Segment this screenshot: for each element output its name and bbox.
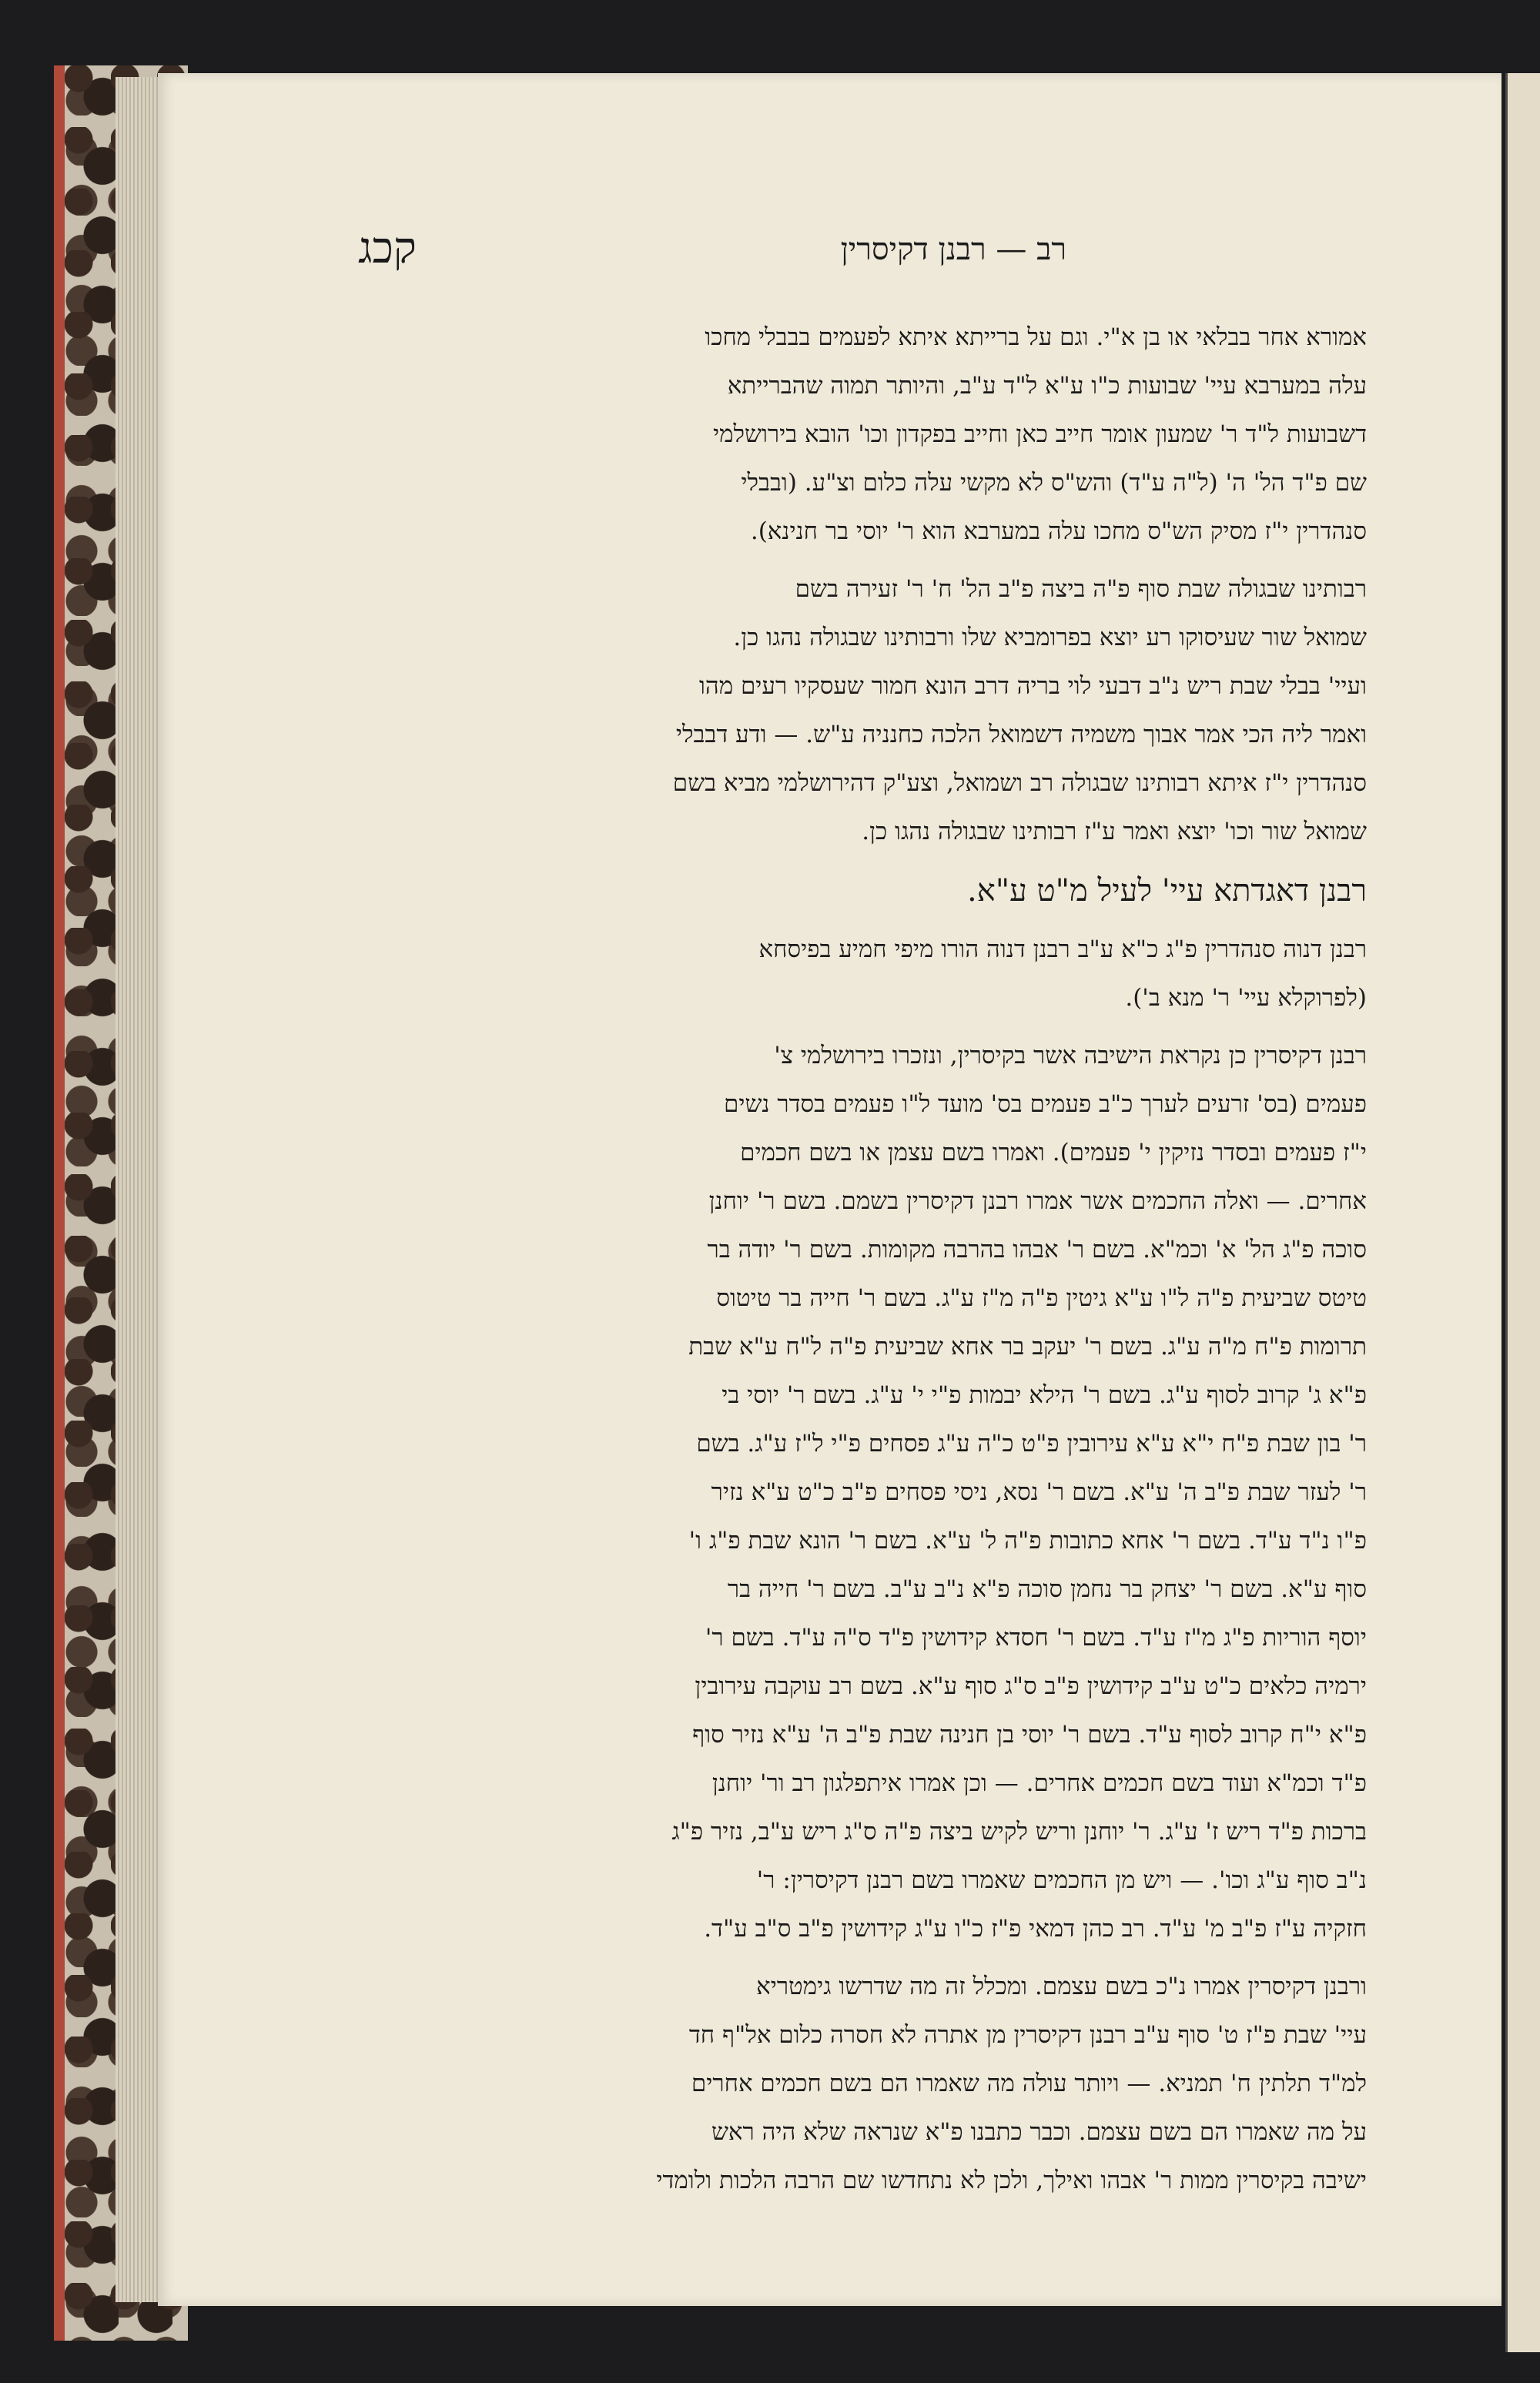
facing-page-edge (1505, 73, 1540, 2352)
page-header (358, 223, 1367, 285)
text-line: סנהדרין י"ז איתא רבותינו שבגולה רב ושמואל, וצע"ק דהירושלמי מביא בשם (672, 769, 1367, 797)
text-line: ר' בון שבת פ"ח י"א ע"א עירובין פ"ט כ"ה ע"ג פסחים פ"י ל"ז ע"ג. בשם (696, 1430, 1367, 1458)
text-line: סוף ע"א. בשם ר' יצחק בר נחמן סוכה פ"א נ"ב ע"ב. בשם ר' חייה בר (727, 1575, 1367, 1603)
paragraph (358, 925, 1367, 1022)
text-line: פ"א ג' קרוב לסוף ע"ג. בשם ר' הילא יבמות פ"י י' ע"ג. בשם ר' יוסי בי (721, 1381, 1367, 1409)
text-line: דשבועות ל"ד ר' שמעון אומר חייב כאן וחייב בפקדון וכו' הובא בירושלמי (713, 420, 1367, 448)
text-line: חזקיה ע"ז פ"ב מ' ע"ד. רב כהן דמאי פ"ז כ"ו ע"ג קידושין פ"ב ס"ב ע"ד. (704, 1915, 1367, 1943)
text-line: שם פ"ד הל' ה' (ל"ה ע"ד) והש"ס לא מקשי עלה כלום וצ"ע. (ובבלי (741, 469, 1367, 497)
paragraph (358, 313, 1367, 556)
text-line: עיי' שבת פ"ז ט' סוף ע"ב רבנן דקיסרין מן אתרה לא חסרה כלום אל"ף חד (688, 2021, 1367, 2049)
text-line: ברכות פ"ד ריש ז' ע"ג. ר' יוחנן וריש לקיש ביצה פ"ה ס"ג ריש ע"ב, נזיר פ"ג (671, 1818, 1367, 1846)
text-line: סנהדרין י"ז מסיק הש"ס מחכו עלה במערבא הוא ר' יוסי בר חנינא). (750, 517, 1367, 545)
text-line: למ"ד תלתין ח' תמניא. — ויותר עולה מה שאמרו הם בשם חכמים אחרים (691, 2070, 1367, 2097)
text-line: י"ז פעמים ובסדר נזיקין י' פעמים). ואמרו בשם עצמן או בשם חכמים (740, 1139, 1367, 1166)
text-line: ועיי' בבלי שבת ריש נ"ב דבעי לוי בריה דרב הונא חמור שעסקיו רעים מהו (698, 672, 1367, 700)
text-line: פ"א י"ח קרוב לסוף ע"ד. בשם ר' יוסי בן חנינה שבת פ"ב ה' ע"א נזיר סוף (692, 1721, 1367, 1749)
text-line: אמורא אחר בבלאי או בן א"י. וגם על ברייתא איתא לפעמים בבבלי מחכו (705, 323, 1367, 351)
text-line: על מה שאמרו הם בשם עצמם. וכבר כתבנו פ"א שנראה שלא היה ראש (711, 2118, 1367, 2146)
text-line: אחרים. — ואלה החכמים אשר אמרו רבנן דקיסרין בשמם. בשם ר' יוחנן (708, 1187, 1367, 1215)
text-line: פ"ו נ"ד ע"ד. בשם ר' אחא כתובות פ"ה ל' ע"א. בשם ר' הונא שבת פ"ג ו' (688, 1527, 1367, 1555)
text-line: ירמיה כלאים כ"ט ע"ב קידושין פ"ב ס"ג סוף ע"א. בשם רב עוקבה עירובין (695, 1672, 1367, 1700)
text-line: יוסף הוריות פ"ג מ"ז ע"ד. בשם ר' חסדא קידושין פ"ד ס"ה ע"ד. בשם ר' (705, 1624, 1367, 1652)
text-line: תרומות פ"ח מ"ה ע"ג. בשם ר' יעקב בר אחא שביעית פ"ה ל"ח ע"א שבת (688, 1333, 1367, 1361)
text-line: (לפרוקלא עיי' ר' מנא ב'). (1125, 984, 1367, 1012)
text-line: רבותינו שבגולה שבת סוף פ"ה ביצה פ"ב הל' ח' ר' זעירה בשם (795, 575, 1367, 603)
paragraph (358, 865, 1367, 916)
text-line: פעמים (בס' זרעים לערך כ"ב פעמים בס' מועד ל"ו פעמים בסדר נשים (724, 1090, 1367, 1118)
text-line: ורבנן דקיסרין אמרו נ"כ בשם עצמם. ומכלל זה מה שדרשו גימטריא (756, 1973, 1367, 2000)
text-line: שמואל שור וכו' יוצא ואמר ע"ז רבותינו שבגולה נהגו כן. (862, 818, 1367, 845)
text-line: ואמר ליה הכי אמר אבוך משמיה דשמואל הלכה כחנניה ע"ש. — ודע דבבלי (675, 721, 1367, 748)
paragraph (358, 1963, 1367, 2205)
text-line: פ"ד וכמ"א ועוד בשם חכמים אחרים. — וכן אמרו איתפלגון רב ור' יוחנן (711, 1769, 1367, 1797)
text-line: שמואל שור שעיסוקו רע יוצא בפרומביא שלו ורבותינו שבגולה נהגו כן. (733, 624, 1367, 651)
running-title: רב — רבנן דקיסרין (840, 232, 1066, 267)
paragraph (358, 1032, 1367, 1953)
page-stack-edge (116, 77, 162, 2302)
text-line: ר' לעזר שבת פ"ב ה' ע"א. בשם ר' נסא, ניסי פסחים פ"ב כ"ט ע"א נזיר (711, 1478, 1367, 1506)
text-line: רבנן דנוה סנהדרין פ"ג כ"א ע"ב רבנן דנוה הורו מיפי חמיע בפיסחא (758, 935, 1367, 963)
text-line: ישיבה בקיסרין ממות ר' אבהו ואילך, ולכן לא נתחדשו שם הרבה הלכות ולומדי (656, 2167, 1367, 2194)
text-line: סוכה פ"ג הל' א' וכמ"א. בשם ר' אבהו בהרבה מקומות. בשם ר' יודה בר (707, 1236, 1367, 1263)
paragraph (358, 565, 1367, 856)
page-number: קכג (358, 223, 417, 273)
text-line: רבנן דקיסרין כן נקראת הישיבה אשר בקיסרין, ונזכרו בירושלמי צ' (774, 1042, 1367, 1069)
text-line: נ"ב סוף ע"ג וכו'. — ויש מן החכמים שאמרו בשם רבנן דקיסרין: ר' (756, 1866, 1367, 1894)
text-line: עלה במערבא עיי' שבועות כ"ו ע"א ל"ד ע"ב, והיותר תמוה שהברייתא (727, 372, 1367, 400)
page-body (358, 304, 1367, 2205)
text-line: טיטס שביעית פ"ה ל"ו ע"א גיטין פ"ה מ"ז ע"ג. בשם ר' חייה בר טיטוס (716, 1284, 1367, 1312)
text-line: רבנן דאגדתא עיי' לעיל מ"ט ע"א. (967, 873, 1367, 909)
